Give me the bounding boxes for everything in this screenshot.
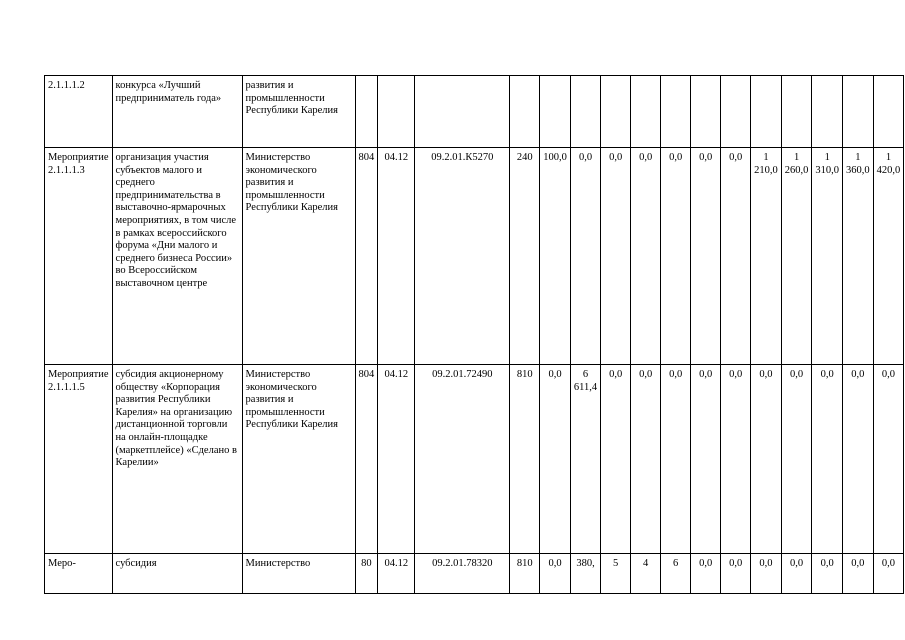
- value-cell: 1 360,0: [843, 148, 874, 365]
- vr-cell: [510, 76, 540, 148]
- measure-name-cell: организация участия субъектов малого и среднего предпринимательства в выставочно-ярмарочных мероприятиях, в том числе в рамках всероссийского форума «Дни малого и среднего бизнеса России» во Всероссийском выставочном центре: [112, 148, 242, 365]
- value-cell: 0,0: [873, 365, 904, 554]
- value-cell: [631, 76, 661, 148]
- value-cell: 0,0: [691, 148, 721, 365]
- value-cell: 0,0: [812, 365, 843, 554]
- value-cell: [540, 76, 571, 148]
- executor-cell: Министерство экономического развития и промышленности Республики Карелия: [242, 365, 355, 554]
- vr-cell: 810: [510, 554, 540, 594]
- value-cell: [570, 76, 600, 148]
- value-cell: [873, 76, 904, 148]
- measure-id-cell: 2.1.1.1.2: [45, 76, 113, 148]
- value-cell: [721, 76, 751, 148]
- grbs-cell: 80: [355, 554, 378, 594]
- value-cell: 0,0: [661, 365, 691, 554]
- rzpr-cell: [378, 76, 415, 148]
- value-cell: 0,0: [781, 365, 812, 554]
- value-cell: 0,0: [691, 365, 721, 554]
- value-cell: 0,0: [751, 554, 782, 594]
- value-cell: 6 611,4: [570, 365, 600, 554]
- csr-cell: 09.2.01.К5270: [415, 148, 510, 365]
- value-cell: 1 260,0: [781, 148, 812, 365]
- table-row: [45, 554, 904, 594]
- rzpr-cell: 04.12: [378, 148, 415, 365]
- value-cell: 4: [631, 554, 661, 594]
- rzpr-cell: 04.12: [378, 365, 415, 554]
- value-cell: 0,0: [570, 148, 600, 365]
- grbs-cell: 804: [355, 148, 378, 365]
- value-cell: 5: [601, 554, 631, 594]
- value-cell: 0,0: [540, 554, 571, 594]
- value-cell: 0,0: [661, 148, 691, 365]
- value-cell: 1 310,0: [812, 148, 843, 365]
- value-cell: 1 420,0: [873, 148, 904, 365]
- value-cell: 0,0: [721, 554, 751, 594]
- value-cell: 0,0: [601, 365, 631, 554]
- vr-cell: 240: [510, 148, 540, 365]
- value-cell: [691, 76, 721, 148]
- table-row: [45, 76, 904, 148]
- value-cell: 380,: [570, 554, 600, 594]
- value-cell: 1 210,0: [751, 148, 782, 365]
- value-cell: [781, 76, 812, 148]
- table-row: [45, 365, 904, 554]
- value-cell: 6: [661, 554, 691, 594]
- csr-cell: [415, 76, 510, 148]
- value-cell: 0,0: [631, 148, 661, 365]
- value-cell: 0,0: [781, 554, 812, 594]
- value-cell: [661, 76, 691, 148]
- value-cell: 0,0: [812, 554, 843, 594]
- measure-name-cell: конкурса «Лучший предприниматель года»: [112, 76, 242, 148]
- value-cell: 0,0: [843, 554, 874, 594]
- value-cell: [601, 76, 631, 148]
- grbs-cell: [355, 76, 378, 148]
- value-cell: 0,0: [691, 554, 721, 594]
- executor-cell: Министерство экономического развития и промышленности Республики Карелия: [242, 148, 355, 365]
- value-cell: 0,0: [540, 365, 571, 554]
- value-cell: 0,0: [843, 365, 874, 554]
- measure-id-cell: Меро-: [45, 554, 113, 594]
- executor-cell: Министерство: [242, 554, 355, 594]
- value-cell: [751, 76, 782, 148]
- measure-name-cell: субсидия: [112, 554, 242, 594]
- value-cell: 0,0: [631, 365, 661, 554]
- grbs-cell: 804: [355, 365, 378, 554]
- vr-cell: 810: [510, 365, 540, 554]
- value-cell: 0,0: [751, 365, 782, 554]
- value-cell: 0,0: [601, 148, 631, 365]
- budget-table: [44, 75, 904, 594]
- table-row: [45, 148, 904, 365]
- value-cell: 100,0: [540, 148, 571, 365]
- csr-cell: 09.2.01.78320: [415, 554, 510, 594]
- measure-id-cell: Мероприятие 2.1.1.1.5: [45, 365, 113, 554]
- value-cell: 0,0: [721, 148, 751, 365]
- value-cell: 0,0: [873, 554, 904, 594]
- value-cell: 0,0: [721, 365, 751, 554]
- executor-cell: развития и промышленности Республики Карелия: [242, 76, 355, 148]
- csr-cell: 09.2.01.72490: [415, 365, 510, 554]
- value-cell: [843, 76, 874, 148]
- rzpr-cell: 04.12: [378, 554, 415, 594]
- value-cell: [812, 76, 843, 148]
- measure-id-cell: Мероприятие 2.1.1.1.3: [45, 148, 113, 365]
- measure-name-cell: субсидия акционерному обществу «Корпорация развития Республики Карелия» на организацию дистанционной торговли на онлайн-площадке (маркетплейсе) «Сделано в Карелии»: [112, 365, 242, 554]
